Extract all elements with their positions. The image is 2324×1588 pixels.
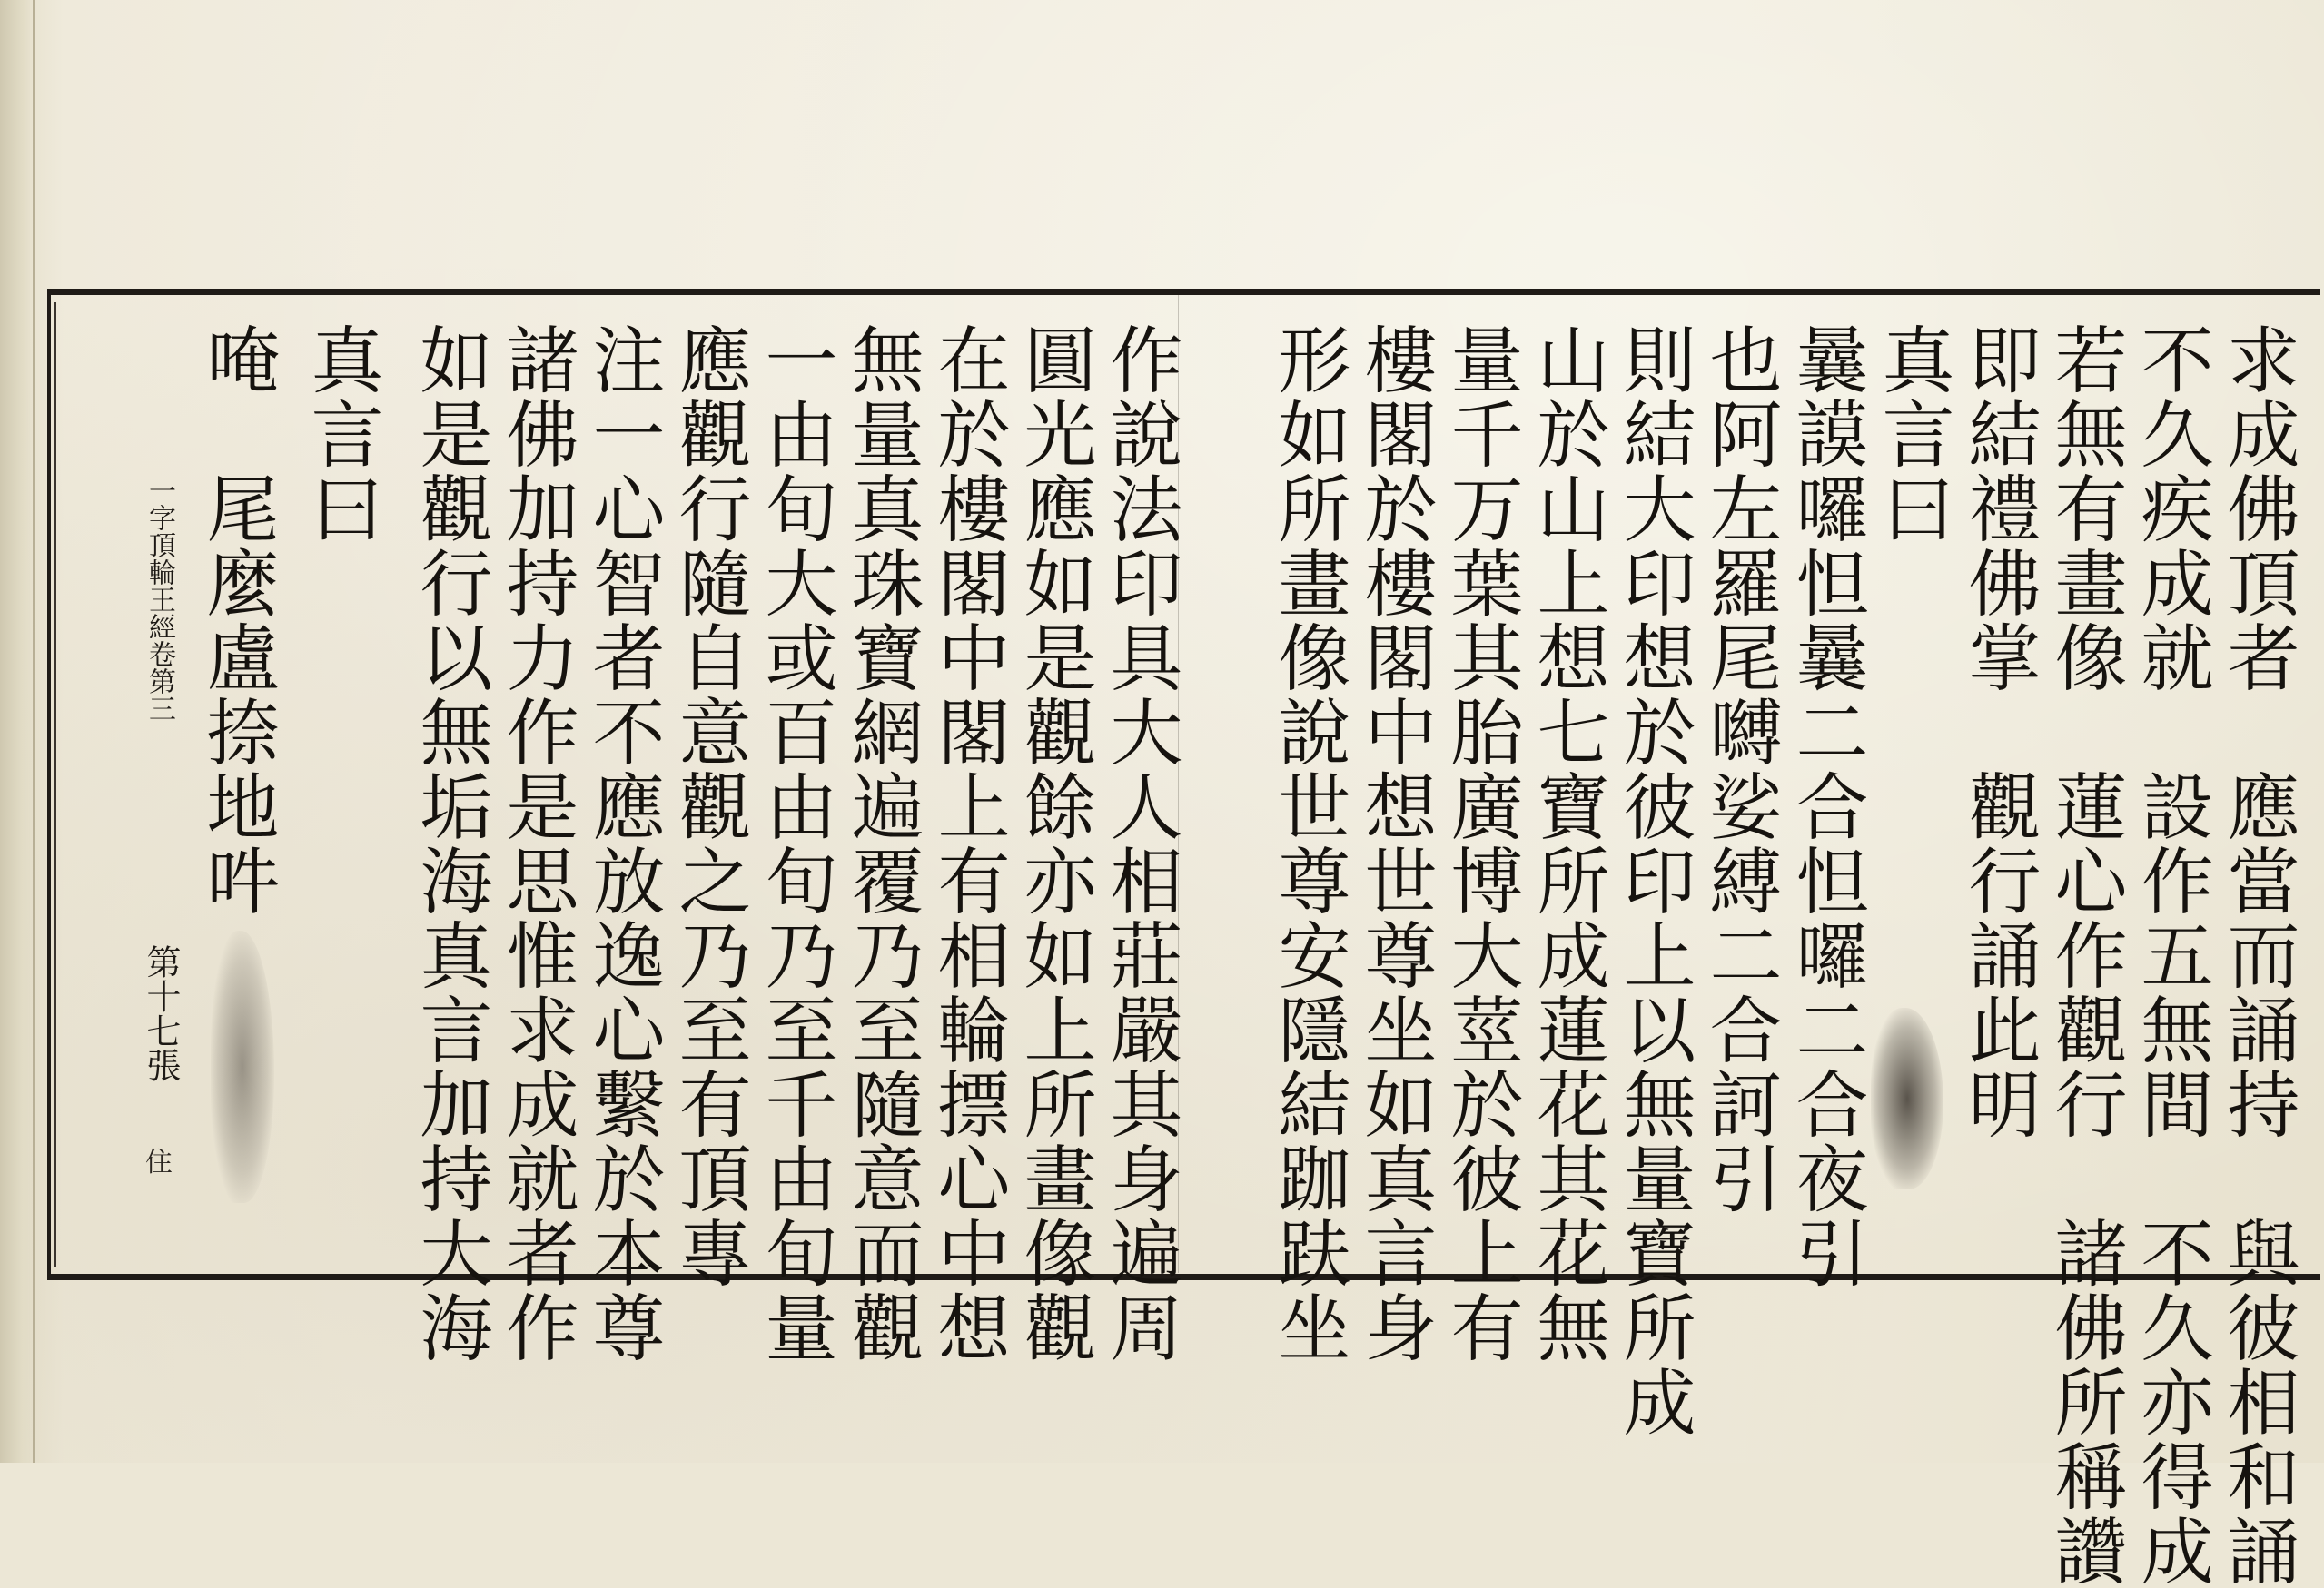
margin-title: 一字頂輪王經卷第三 [143, 477, 175, 722]
text-column: 真言曰 [299, 322, 383, 546]
text-column: 也阿左羅尾嚩娑縛二合訶引 [1697, 322, 1782, 1216]
text-column: 形如所畫像說世尊安隱結跏趺坐 [1266, 322, 1350, 1365]
text-column: 山於山上想七寶所成蓮花其花無 [1525, 322, 1609, 1365]
page-number: 第十七張 [141, 944, 181, 1082]
text-column: 注一心智者不應放逸心繫於本尊 [580, 322, 665, 1365]
text-column: 不久疾成就 設作五無間 不久亦得成 [2129, 322, 2213, 1588]
margin-mark: 住 [145, 1147, 173, 1179]
text-column: 在於樓閣中閣上有相輪摽心中想 [925, 322, 1010, 1365]
text-column: 圓光應如是觀餘亦如上所畫像觀 [1012, 322, 1096, 1365]
text-column: 應觀行隨自意觀之乃至有頂專 [667, 322, 751, 1290]
text-column: 諸佛加持力作是思惟求成就者作 [494, 322, 579, 1365]
text-column: 曩謨囉怛曩二合怛囉二合夜引 [1784, 322, 1868, 1290]
text-column: 量千万葉其胎廣博大莖於彼上有 [1439, 322, 1523, 1365]
text-column: 若無有畫像 蓮心作觀行 諸佛所稱讚 [2042, 322, 2127, 1588]
text-column: 求成佛頂者 應當而誦持 與彼相和誦 [2215, 322, 2299, 1588]
text-column: 則結大印想於彼印上以無量寶所成 [1611, 322, 1696, 1439]
text-column: 即結禮佛掌 觀行誦此明 [1956, 322, 2041, 1141]
text-column: 無量真珠寶網遍覆乃至隨意而觀 [839, 322, 924, 1365]
text-column: 如是觀行以無垢海真言加持大海 [408, 322, 492, 1365]
text-column: 樓閣於樓閣中想世尊坐如真言身 [1352, 322, 1437, 1365]
page-gutter [0, 0, 35, 1463]
text-column: 唵 尾麼盧捺地吽 [194, 322, 279, 918]
text-column: 作說法印具大人相莊嚴其身遍周 [1098, 322, 1182, 1365]
text-column: 一由旬大或百由旬乃至千由旬量 [753, 322, 837, 1365]
text-column: 真言曰 [1870, 322, 1954, 546]
